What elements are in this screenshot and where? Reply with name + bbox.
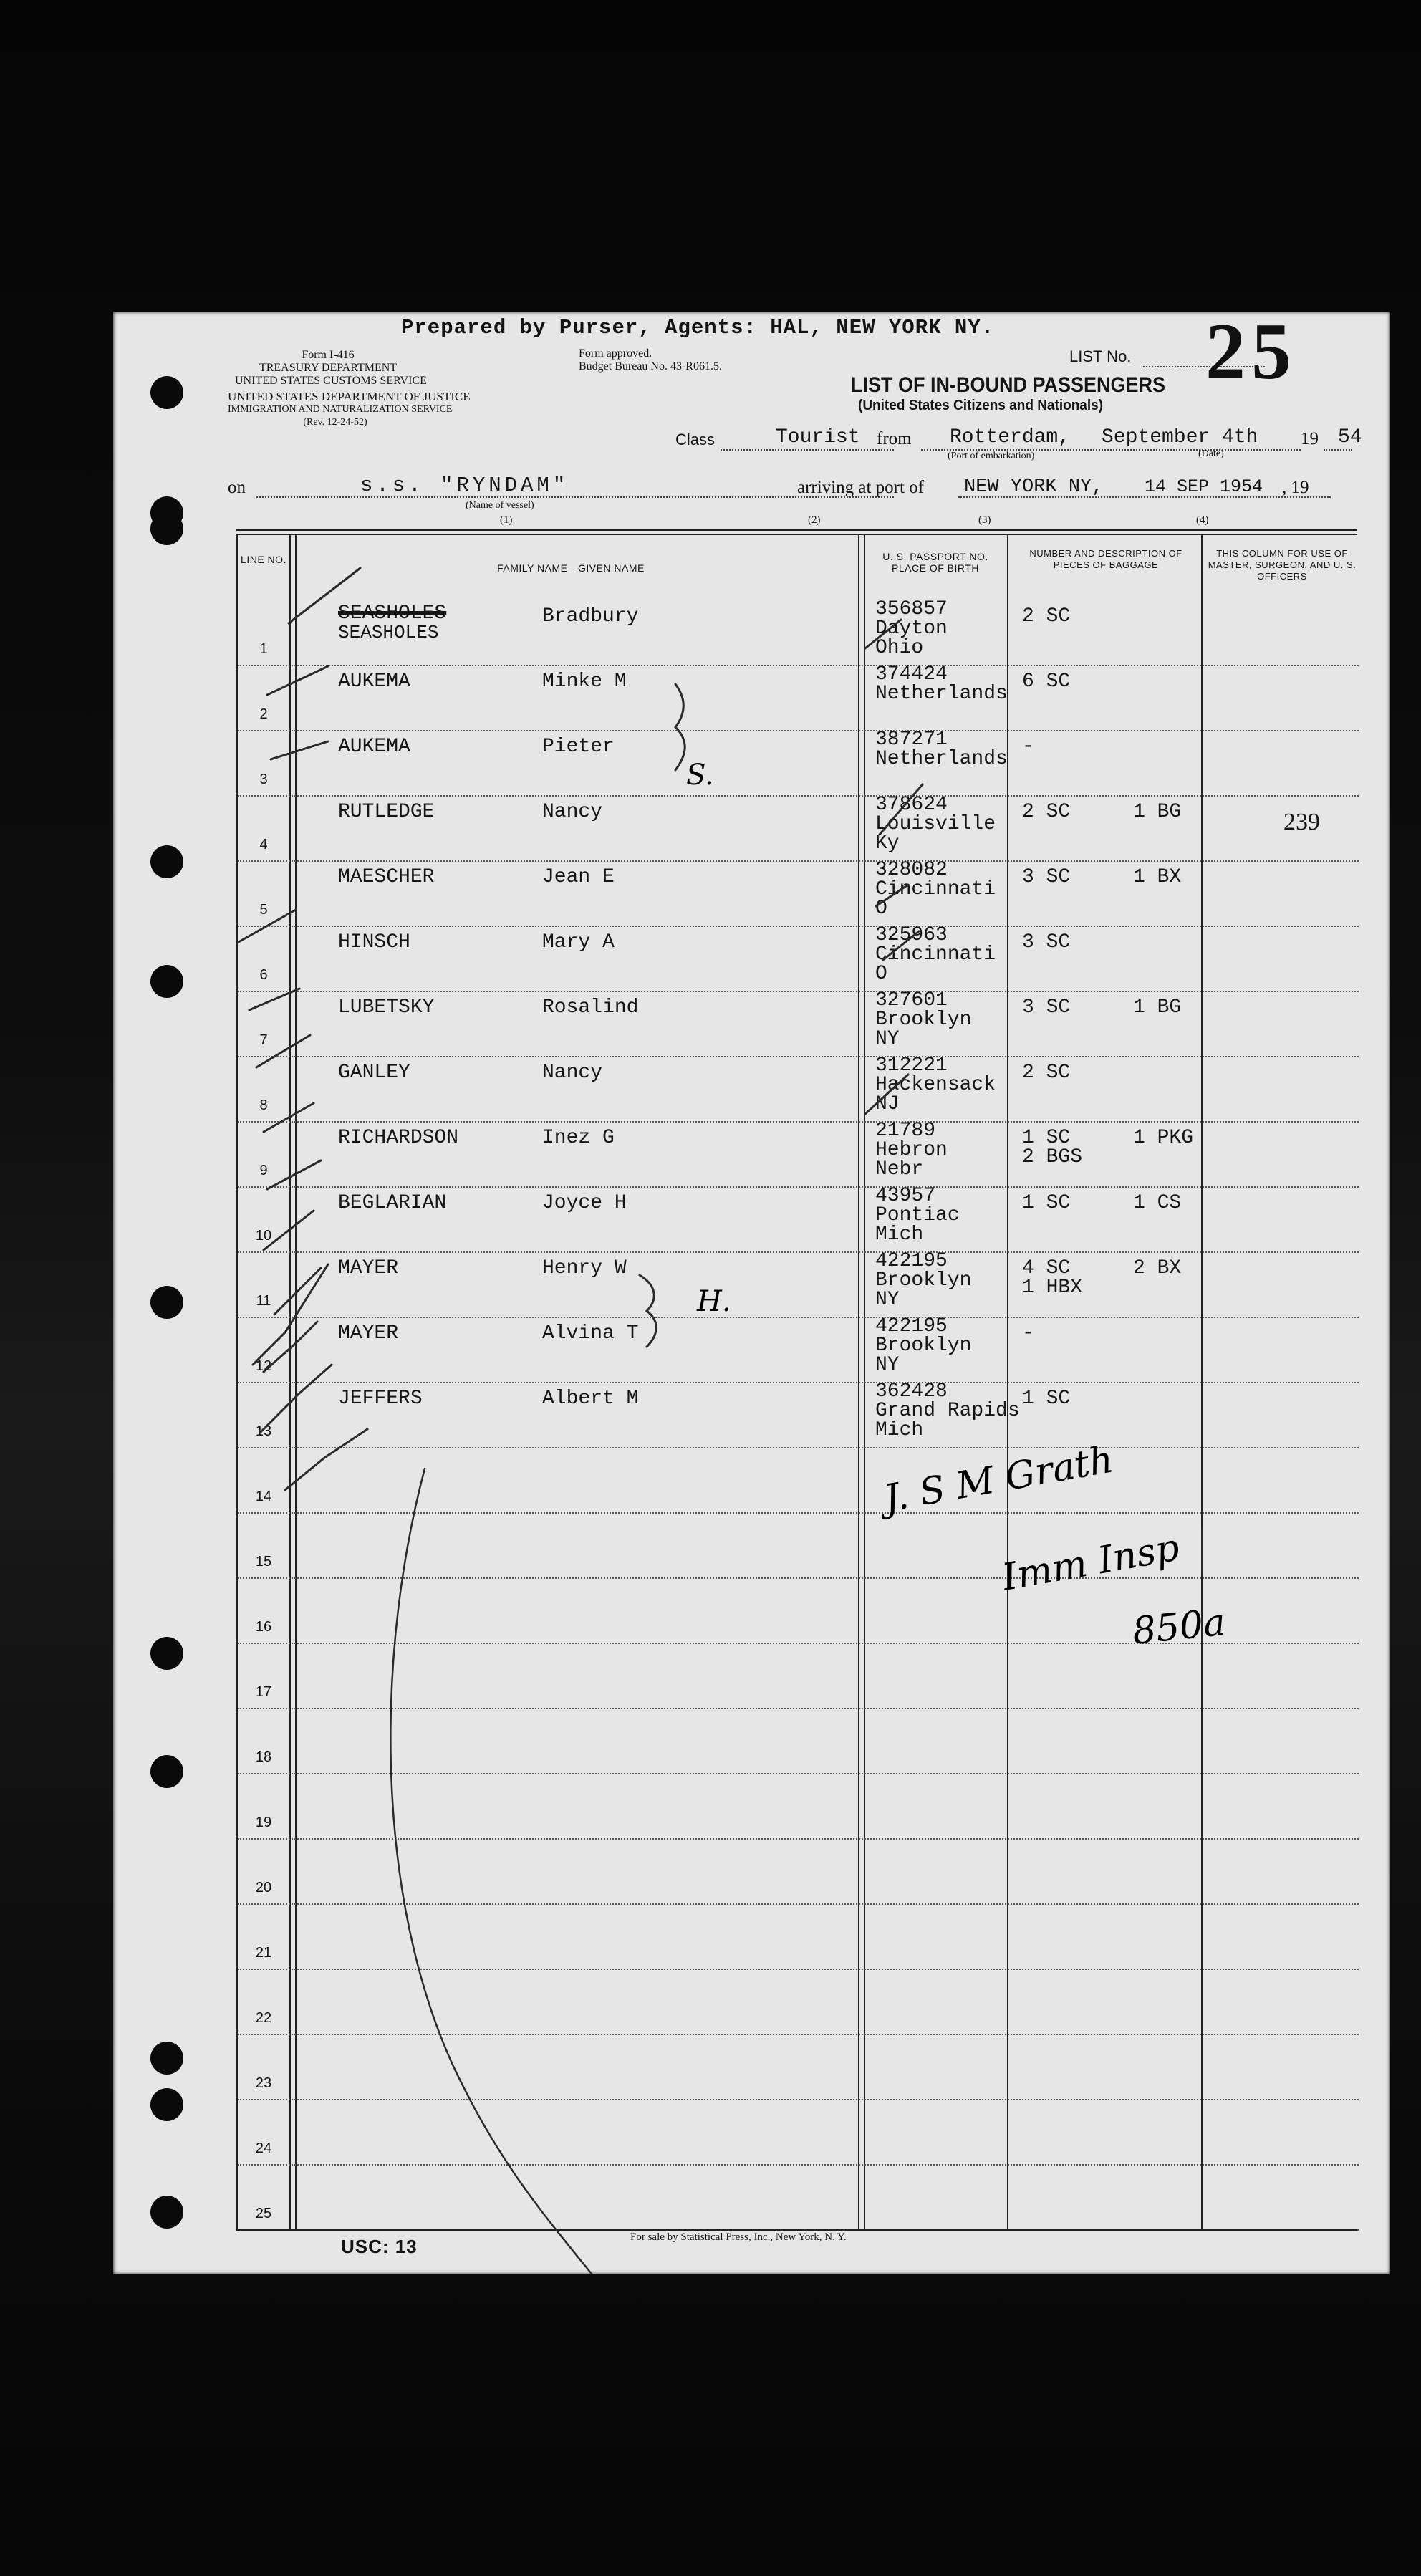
col-header-passport: U. S. PASSPORT NO. PLACE OF BIRTH xyxy=(882,551,988,574)
given-name: Mary A xyxy=(542,931,615,953)
place-of-birth: Brooklyn NY xyxy=(875,1009,972,1050)
passport-number: 378624 xyxy=(875,794,948,816)
line-number: 18 xyxy=(255,1749,272,1765)
passport-number: 328082 xyxy=(875,859,948,881)
place-of-birth: Netherlands xyxy=(875,683,1008,705)
table-row xyxy=(238,665,1359,731)
baggage-pieces: 2 SC xyxy=(1022,801,1071,823)
col-number-4: (4) xyxy=(1196,514,1209,526)
passport-number: 21789 xyxy=(875,1120,936,1142)
officer-note: 239 xyxy=(1283,809,1320,835)
family-name-struck: SEASHOLES xyxy=(338,602,447,625)
passport-number: 422195 xyxy=(875,1250,948,1272)
given-name: Alvina T xyxy=(542,1322,639,1345)
family-name: MAESCHER xyxy=(338,866,435,888)
line-number: 23 xyxy=(255,2075,272,2091)
line-number: 20 xyxy=(255,1880,272,1895)
place-of-birth: Pontiac Mich xyxy=(875,1204,960,1246)
class-underline xyxy=(721,449,894,451)
passport-number: 362428 xyxy=(875,1380,948,1403)
punch-hole xyxy=(150,1286,183,1319)
given-name: Nancy xyxy=(542,801,603,823)
bracket-note-1: S. xyxy=(686,759,714,792)
passport-number: 327601 xyxy=(875,989,948,1011)
arrival-port: NEW YORK NY, xyxy=(964,476,1104,498)
table-row xyxy=(238,730,1359,797)
inspector-title: Imm Insp xyxy=(998,1526,1183,1600)
passport-number: 374424 xyxy=(875,663,948,686)
table-row xyxy=(238,1056,1359,1123)
col-number-3: (3) xyxy=(978,514,991,526)
line-number: 22 xyxy=(255,2010,272,2026)
line-number: 14 xyxy=(255,1489,272,1504)
rule-bottom xyxy=(236,2229,1357,2231)
place-of-birth: Hebron Nebr xyxy=(875,1139,948,1181)
line-number: 11 xyxy=(256,1293,271,1309)
family-name: RUTLEDGE xyxy=(338,801,435,823)
rule-top xyxy=(236,529,1357,531)
punch-hole xyxy=(150,2088,183,2121)
arrival-year-prefix: , 19 xyxy=(1282,478,1309,497)
table-row xyxy=(238,600,1359,666)
place-of-birth: Brooklyn NY xyxy=(875,1269,972,1311)
col-header-officers: THIS COLUMN FOR USE OF MASTER, SURGEON, AND U. S. OFFICERS xyxy=(1208,548,1357,582)
line-number: 6 xyxy=(259,967,268,983)
table-row xyxy=(238,1969,1359,2035)
form-service: UNITED STATES CUSTOMS SERVICE xyxy=(235,375,427,387)
passenger-table xyxy=(236,535,1359,2229)
baggage-pieces: 1 SC xyxy=(1022,1192,1071,1214)
table-row xyxy=(238,991,1359,1057)
family-name: RICHARDSON xyxy=(338,1127,459,1149)
table-row xyxy=(238,1317,1359,1383)
passport-number: 356857 xyxy=(875,598,948,620)
table-row xyxy=(238,1643,1359,1709)
place-of-birth: Netherlands xyxy=(875,748,1008,770)
baggage-pieces: 1 SC xyxy=(1022,1388,1071,1410)
year-prefix: 19 xyxy=(1301,429,1319,448)
given-name: Jean E xyxy=(542,866,615,888)
baggage-pieces: 2 SC xyxy=(1022,605,1071,628)
passport-number: 325963 xyxy=(875,924,948,946)
year-suffix: 54 xyxy=(1338,426,1362,448)
passport-number: 422195 xyxy=(875,1315,948,1337)
form-number: Form I-416 xyxy=(302,349,355,361)
place-of-birth: Louisville Ky xyxy=(875,813,996,855)
arriving-label: arriving at port of xyxy=(797,478,925,497)
given-name: Albert M xyxy=(542,1388,639,1410)
col-header-line-no: LINE NO. xyxy=(241,554,286,565)
given-name: Nancy xyxy=(542,1062,603,1084)
family-name: SEASHOLES xyxy=(338,622,439,643)
table-row xyxy=(238,2164,1359,2231)
list-title: LIST OF IN-BOUND PASSENGERS xyxy=(851,373,1166,397)
justice-dept: UNITED STATES DEPARTMENT OF JUSTICE xyxy=(228,390,471,403)
line-number: 4 xyxy=(259,837,268,852)
inspector-signature: J. S M Grath xyxy=(880,1438,1117,1521)
line-number: 2 xyxy=(259,706,268,722)
given-name: Pieter xyxy=(542,736,615,758)
table-row xyxy=(238,1512,1359,1579)
family-name: LUBETSKY xyxy=(338,996,435,1019)
punch-hole xyxy=(150,1637,183,1670)
arrival-date-stamp: 14 SEP 1954 xyxy=(1145,476,1263,497)
date-caption: (Date) xyxy=(1198,448,1224,459)
baggage-pieces: 3 SC xyxy=(1022,866,1071,888)
place-of-birth: Cincinnati O xyxy=(875,878,996,920)
table-row xyxy=(238,1708,1359,1774)
approval-block xyxy=(579,347,722,373)
printer-note: For sale by Statistical Press, Inc., New York, N. Y. xyxy=(630,2231,847,2243)
place-of-birth: Brooklyn NY xyxy=(875,1335,972,1376)
given-name: Joyce H xyxy=(542,1192,627,1214)
line-number: 25 xyxy=(255,2206,272,2221)
baggage-pieces: - xyxy=(1022,1322,1034,1345)
baggage-pieces-extra: 1 BX xyxy=(1133,866,1182,888)
baggage-pieces: - xyxy=(1022,736,1034,758)
given-name: Minke M xyxy=(542,671,627,693)
place-of-birth: Dayton Ohio xyxy=(875,617,948,659)
budget-bureau-line: Budget Bureau No. 43-R061.5. xyxy=(579,360,722,373)
line-number: 7 xyxy=(259,1032,268,1048)
passport-number: 387271 xyxy=(875,729,948,751)
table-row xyxy=(238,2034,1359,2100)
place-of-birth: Cincinnati O xyxy=(875,943,996,985)
col-number-2: (2) xyxy=(808,514,821,526)
vessel-caption: (Name of vessel) xyxy=(466,500,534,511)
col-header-name: FAMILY NAME—GIVEN NAME xyxy=(497,562,645,574)
baggage-pieces: 3 SC xyxy=(1022,931,1071,953)
line-number: 1 xyxy=(259,641,268,657)
table-row xyxy=(238,1186,1359,1253)
line-number: 3 xyxy=(259,772,268,787)
family-name: BEGLARIAN xyxy=(338,1192,447,1214)
inspector-code: 850a xyxy=(1130,1600,1228,1653)
approval-line: Form approved. xyxy=(579,347,652,360)
class-label: Class xyxy=(675,431,716,448)
punch-hole xyxy=(150,965,183,998)
family-name: GANLEY xyxy=(338,1062,410,1084)
baggage-pieces-extra: 1 PKG xyxy=(1133,1127,1194,1149)
table-row xyxy=(238,1838,1359,1905)
place-of-birth: Hackensack NJ xyxy=(875,1074,996,1115)
place-of-birth: Grand Rapids Mich xyxy=(875,1400,1020,1441)
on-label: on xyxy=(228,478,246,497)
punch-hole xyxy=(150,2196,183,2229)
table-row xyxy=(238,1773,1359,1840)
table-row xyxy=(238,860,1359,927)
family-name: AUKEMA xyxy=(338,671,410,693)
manifest-sheet xyxy=(113,307,1390,2274)
line-number: 10 xyxy=(255,1228,272,1244)
baggage-pieces: 4 SC 1 HBX xyxy=(1022,1257,1083,1299)
given-name: Inez G xyxy=(542,1127,615,1149)
col-number-1: (1) xyxy=(500,514,513,526)
line-number: 16 xyxy=(255,1619,272,1635)
baggage-pieces-extra: 1 BG xyxy=(1133,801,1182,823)
year-underline xyxy=(1324,449,1352,451)
family-name: MAYER xyxy=(338,1257,399,1279)
bracket-note-2: H. xyxy=(697,1285,731,1318)
family-name: AUKEMA xyxy=(338,736,410,758)
punch-hole xyxy=(150,1755,183,1788)
list-no-label: LIST No. xyxy=(1069,347,1132,365)
given-name: Bradbury xyxy=(542,605,639,628)
prepared-by-line: Prepared by Purser, Agents: HAL, NEW YORK NY. xyxy=(401,316,995,340)
form-dept: TREASURY DEPARTMENT xyxy=(259,362,398,374)
baggage-pieces-extra: 1 CS xyxy=(1133,1192,1182,1214)
port-caption: (Port of embarkation) xyxy=(948,451,1035,461)
line-number: 5 xyxy=(259,902,268,918)
passport-number: 312221 xyxy=(875,1054,948,1077)
baggage-pieces-extra: 2 BX xyxy=(1133,1257,1182,1279)
line-number: 9 xyxy=(259,1163,268,1178)
baggage-pieces: 6 SC xyxy=(1022,671,1071,693)
table-row xyxy=(238,1577,1359,1644)
family-name: JEFFERS xyxy=(338,1388,423,1410)
baggage-pieces: 3 SC xyxy=(1022,996,1071,1019)
list-subtitle: (United States Citizens and Nationals) xyxy=(858,398,1104,413)
given-name: Henry W xyxy=(542,1257,627,1279)
table-row xyxy=(238,2099,1359,2166)
from-label: from xyxy=(877,429,912,448)
table-row xyxy=(238,1121,1359,1188)
departure-date: September 4th xyxy=(1102,426,1258,448)
family-name: MAYER xyxy=(338,1322,399,1345)
passport-number: 43957 xyxy=(875,1185,936,1207)
line-number: 8 xyxy=(259,1097,268,1113)
family-name: HINSCH xyxy=(338,931,410,953)
punch-hole xyxy=(150,376,183,409)
line-number: 15 xyxy=(255,1554,272,1570)
vessel-name: s.s. "RYNDAM" xyxy=(360,474,569,497)
baggage-pieces: 2 SC xyxy=(1022,1062,1071,1084)
baggage-pieces-extra: 1 BG xyxy=(1133,996,1182,1019)
line-number: 21 xyxy=(255,1945,272,1961)
justice-block xyxy=(228,390,471,429)
punch-hole xyxy=(150,845,183,878)
table-row xyxy=(238,1447,1359,1514)
col-header-baggage: NUMBER AND DESCRIPTION OF PIECES OF BAGGAGE xyxy=(1029,548,1182,570)
punch-hole xyxy=(150,512,183,545)
form-block xyxy=(235,349,427,388)
table-row xyxy=(238,1903,1359,1970)
baggage-pieces: 1 SC 2 BGS xyxy=(1022,1127,1083,1168)
punch-hole xyxy=(150,2042,183,2075)
port-of-embarkation: Rotterdam, xyxy=(950,426,1071,448)
line-number: 12 xyxy=(255,1358,272,1374)
line-number: 17 xyxy=(255,1684,272,1700)
table-row xyxy=(238,926,1359,992)
form-revision: (Rev. 12-24-52) xyxy=(303,417,367,428)
table-row xyxy=(238,1382,1359,1448)
ins-service: IMMIGRATION AND NATURALIZATION SERVICE xyxy=(228,404,453,415)
class-value: Tourist xyxy=(776,426,860,448)
list-number: 25 xyxy=(1205,307,1297,396)
given-name: Rosalind xyxy=(542,996,639,1019)
line-number: 13 xyxy=(255,1423,272,1439)
table-row xyxy=(238,1251,1359,1318)
table-row xyxy=(238,795,1359,862)
line-number: 24 xyxy=(255,2140,272,2156)
line-number: 19 xyxy=(255,1815,272,1830)
usc-count: USC: 13 xyxy=(341,2236,418,2257)
